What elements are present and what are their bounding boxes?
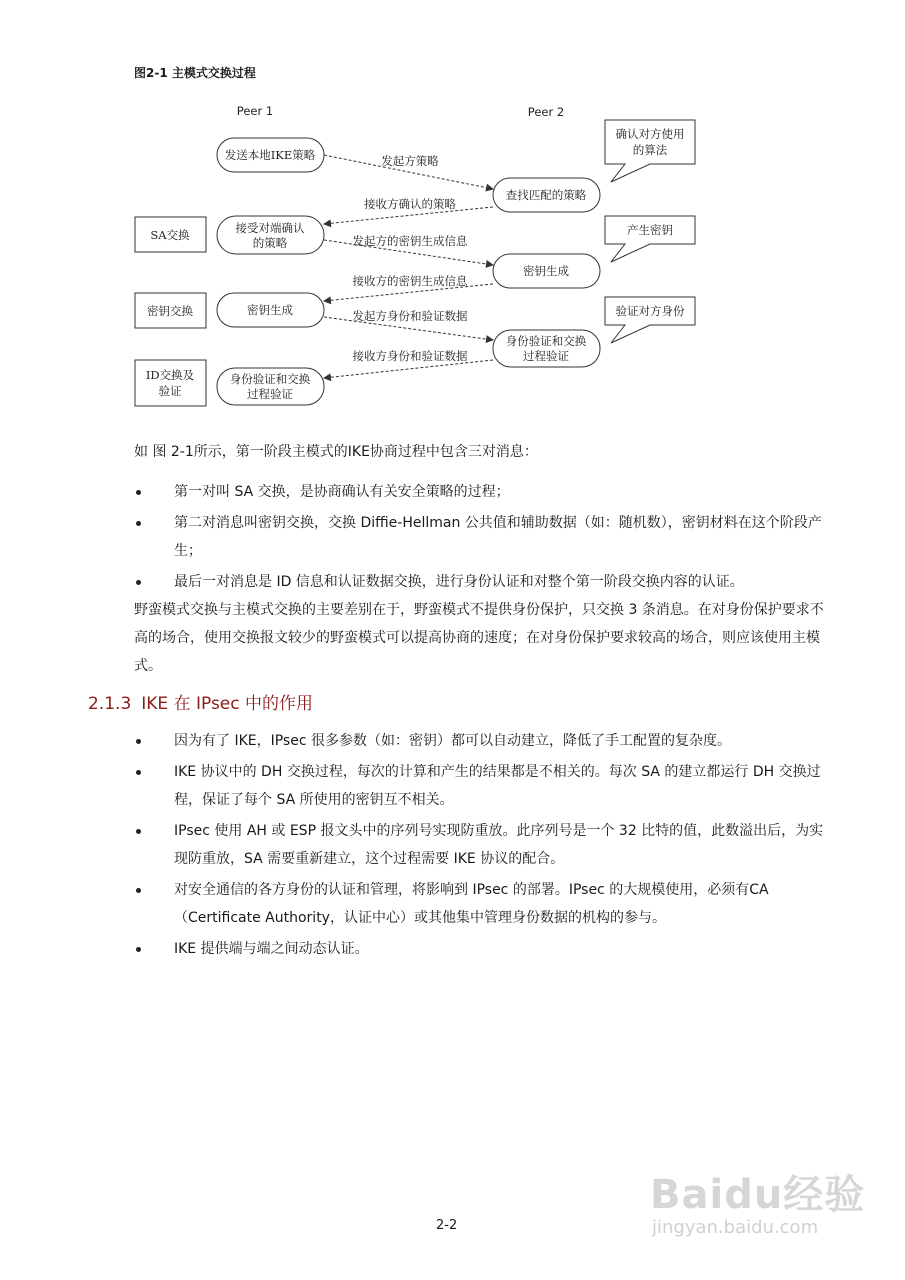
intro-paragraph: 如 图 2-1所示，第一阶段主模式的IKE协商过程中包含三对消息： (134, 444, 538, 460)
peer1-label: Peer 1 (236, 104, 274, 118)
list-item-text: IPsec 使用 AH 或 ESP 报文头中的序列号实现防重放。此序列号是一个 32 比特的值，此数溢出后，为实现防重放，SA 需要重新建立，这个过程需要 IKE 协议的配合。 (174, 823, 824, 867)
stage-label-id (135, 360, 206, 406)
peer1-step-auth-line1: 身份验证和交换 (229, 372, 311, 386)
message-label-1: 发起方策略 (381, 154, 439, 168)
list-item (134, 568, 834, 596)
peer2-step-find-policy-text: 查找匹配的策略 (505, 188, 587, 202)
list-item-text: 因为有了 IKE，IPsec 很多参数（如：密钥）都可以自动建立，降低了手工配置的复杂度。 (174, 733, 731, 749)
list-item (134, 876, 834, 932)
bullet-icon (136, 829, 141, 834)
peer1-step-accept-policy-line1: 接受对端确认 (235, 221, 305, 235)
list-item (134, 727, 834, 755)
list-item (134, 817, 834, 873)
list-item-text: IKE 提供端与端之间动态认证。 (174, 941, 369, 957)
peer2-label: Peer 2 (527, 105, 565, 119)
list-item-text: 对安全通信的各方身份的认证和管理，将影响到 IPsec 的部署。IPsec 的大规模使用，必须有CA（Certificate Authority，认证中心）或其他集中管理身份数据的机构的参与。 (174, 882, 769, 926)
bullet-icon (136, 947, 141, 952)
peer1-step-send-policy-text: 发送本地IKE策略 (224, 148, 316, 162)
callout-confirm-algorithm-line2: 的算法 (632, 143, 668, 157)
peer1-step-accept-policy-line2: 的策略 (252, 236, 288, 250)
message-label-6: 接收方身份和验证数据 (352, 349, 468, 363)
ike-role-list (134, 727, 834, 966)
list-item (134, 509, 834, 565)
bullet-icon (136, 888, 141, 893)
callout-confirm-algorithm-line1: 确认对方使用 (615, 127, 685, 141)
list-item (134, 478, 834, 506)
peer2-step-auth-line2: 过程验证 (523, 349, 569, 363)
message-label-2: 接收方确认的策略 (364, 197, 456, 211)
peer1-step-auth-line2: 过程验证 (247, 387, 293, 401)
stage-label-sa-text: SA交换 (150, 228, 190, 242)
peer1-step-key-gen-text: 密钥生成 (247, 303, 293, 317)
peer2-step-auth-line1: 身份验证和交换 (505, 334, 587, 348)
list-item-text: 最后一对消息是 ID 信息和认证数据交换，进行身份认证和对整个第一阶段交换内容的认证。 (174, 574, 744, 590)
bullet-icon (136, 580, 141, 585)
message-pairs-list (134, 478, 834, 599)
message-label-3: 发起方的密钥生成信息 (352, 234, 468, 248)
watermark-brand: Baidu经验 (650, 1172, 866, 1218)
bullet-icon (136, 490, 141, 495)
section-heading (88, 689, 313, 714)
figure-caption: 图2-1 主模式交换过程 (134, 66, 256, 80)
callout-generate-key-text: 产生密钥 (627, 223, 673, 237)
list-item-text: 第二对消息叫密钥交换，交换 Diffie-Hellman 公共值和辅助数据（如：随机数），密钥材料在这个阶段产生； (174, 515, 822, 559)
stage-label-id-line1: ID交换及 (145, 368, 195, 382)
peer2-step-key-gen-text: 密钥生成 (523, 264, 569, 278)
bullet-icon (136, 521, 141, 526)
page-number: 2-2 (436, 1218, 458, 1233)
aggressive-mode-paragraph: 野蛮模式交换与主模式交换的主要差别在于，野蛮模式不提供身份保护，只交换 3 条消息。在对身份保护要求不高的场合，使用交换报文较少的野蛮模式可以提高协商的速度；在对身份保护要求较高的场合，则应该使用主模式。 (134, 602, 824, 674)
bullet-icon (136, 739, 141, 744)
list-item-text: 第一对叫 SA 交换，是协商确认有关安全策略的过程； (174, 484, 510, 500)
list-item-text: IKE 协议中的 DH 交换过程，每次的计算和产生的结果都是不相关的。每次 SA 的建立都运行 DH 交换过程，保证了每个 SA 所使用的密钥互不相关。 (174, 764, 821, 808)
section-title-text: IKE 在 IPsec 中的作用 (141, 694, 314, 714)
main-mode-exchange-diagram (0, 0, 905, 420)
message-label-5: 发起方身份和验证数据 (352, 309, 468, 323)
bullet-icon (136, 770, 141, 775)
stage-label-id-line2: 验证 (158, 384, 182, 398)
list-item (134, 758, 834, 814)
list-item (134, 935, 834, 963)
stage-label-key-text: 密钥交换 (147, 304, 193, 318)
section-number: 2.1.3 (88, 694, 132, 714)
watermark-url: jingyan.baidu.com (652, 1217, 819, 1238)
baidu-watermark (640, 1145, 880, 1245)
message-label-4: 接收方的密钥生成信息 (352, 274, 468, 288)
callout-verify-identity-text: 验证对方身份 (615, 304, 685, 318)
